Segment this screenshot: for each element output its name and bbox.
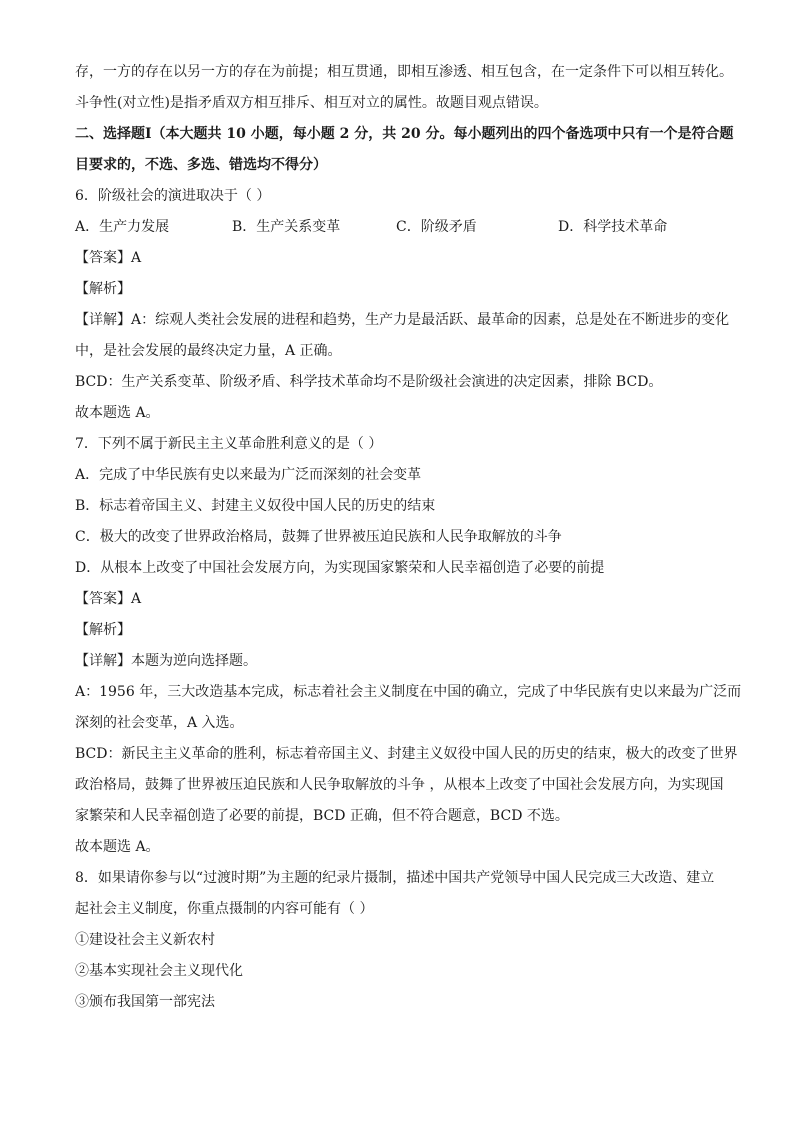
q6-answer: 【答案】A bbox=[75, 250, 142, 266]
document-content bbox=[75, 62, 742, 1023]
q7-analysis-label: 【解析】 bbox=[75, 622, 131, 638]
q6-conclusion: 故本题选 A。 bbox=[75, 405, 160, 421]
q6-option-b: B．生产关系变革 bbox=[232, 219, 341, 235]
q7-detail-line-6: 家繁荣和人民幸福创造了必要的前提，BCD 正确，但不符合题意，BCD 不选。 bbox=[75, 808, 569, 824]
q7-detail-line-3: 深刻的社会变革，A 入选。 bbox=[75, 715, 244, 731]
q7-answer: 【答案】A bbox=[75, 591, 142, 607]
q6-option-c: C．阶级矛盾 bbox=[396, 219, 477, 235]
q6-detail-line-2: 中，是社会发展的最终决定力量，A 正确。 bbox=[75, 343, 342, 359]
prev-answer-line-2: 斗争性(对立性)是指矛盾双方相互排斥、相互对立的属性。故题目观点错误。 bbox=[75, 95, 548, 111]
q6-option-a: A．生产力发展 bbox=[75, 219, 170, 235]
prev-answer-line-1: 存，一方的存在以另一方的存在为前提；相互贯通，即相互渗透、相互包含，在一定条件下可以相互转化。 bbox=[75, 64, 733, 80]
q7-option-c: C．极大的改变了世界政治格局，鼓舞了世界被压迫民族和人民争取解放的斗争 bbox=[75, 529, 562, 545]
section-title-line-1: 二、选择题Ⅰ（本大题共 10 小题，每小题 2 分，共 20 分。每小题列出的四个备选项中只有一个是符合题 bbox=[75, 126, 734, 142]
q7-option-a: A．完成了中华民族有史以来最为广泛而深刻的社会变革 bbox=[75, 467, 422, 483]
q6-options bbox=[75, 217, 735, 248]
q6-option-d: D．科学技术革命 bbox=[558, 219, 668, 235]
q7-option-d: D．从根本上改变了中国社会发展方向，为实现国家繁荣和人民幸福创造了必要的前提 bbox=[75, 560, 605, 576]
q7-detail-line-1: 【详解】本题为逆向选择题。 bbox=[75, 653, 257, 669]
q7-detail-line-4: BCD：新民主主义革命的胜利，标志着帝国主义、封建主义奴役中国人民的历史的结束，极大的改变了世界 bbox=[75, 746, 738, 762]
q6-analysis-label: 【解析】 bbox=[75, 281, 131, 297]
q7-option-b: B．标志着帝国主义、封建主义奴役中国人民的历史的结束 bbox=[75, 498, 436, 514]
q6-detail-line-1: 【详解】A：综观人类社会发展的进程和趋势，生产力是最活跃、最革命的因素，总是处在不断进步的变化 bbox=[75, 312, 730, 328]
section-title-line-2: 目要求的，不选、多选、错选均不得分） bbox=[75, 157, 327, 173]
q8-stem-line-2: 起社会主义制度，你重点摄制的内容可能有（ ） bbox=[75, 901, 374, 917]
q6-detail-line-3: BCD：生产关系变革、阶级矛盾、科学技术革命均不是阶级社会演进的决定因素，排除 BCD。 bbox=[75, 374, 663, 390]
q7-conclusion: 故本题选 A。 bbox=[75, 839, 160, 855]
q8-item-3: ③颁布我国第一部宪法 bbox=[75, 994, 215, 1010]
q6-stem: 6．阶级社会的演进取决于（ ） bbox=[75, 188, 271, 204]
q7-detail-line-5: 政治格局，鼓舞了世界被压迫民族和人民争取解放的斗争 ，从根本上改变了中国社会发展方向，为实现国 bbox=[75, 777, 724, 793]
q8-stem-line-1: 8．如果请你参与以“过渡时期”为主题的纪录片摄制，描述中国共产党领导中国人民完成三大改造、建立 bbox=[75, 870, 715, 886]
q8-item-1: ①建设社会主义新农村 bbox=[75, 932, 215, 948]
q7-stem: 7．下列不属于新民主主义革命胜利意义的是（ ） bbox=[75, 436, 383, 452]
q7-detail-line-2: A：1956 年，三大改造基本完成，标志着社会主义制度在中国的确立，完成了中华民族有史以来最为广泛而 bbox=[75, 684, 742, 700]
q8-item-2: ②基本实现社会主义现代化 bbox=[75, 963, 243, 979]
